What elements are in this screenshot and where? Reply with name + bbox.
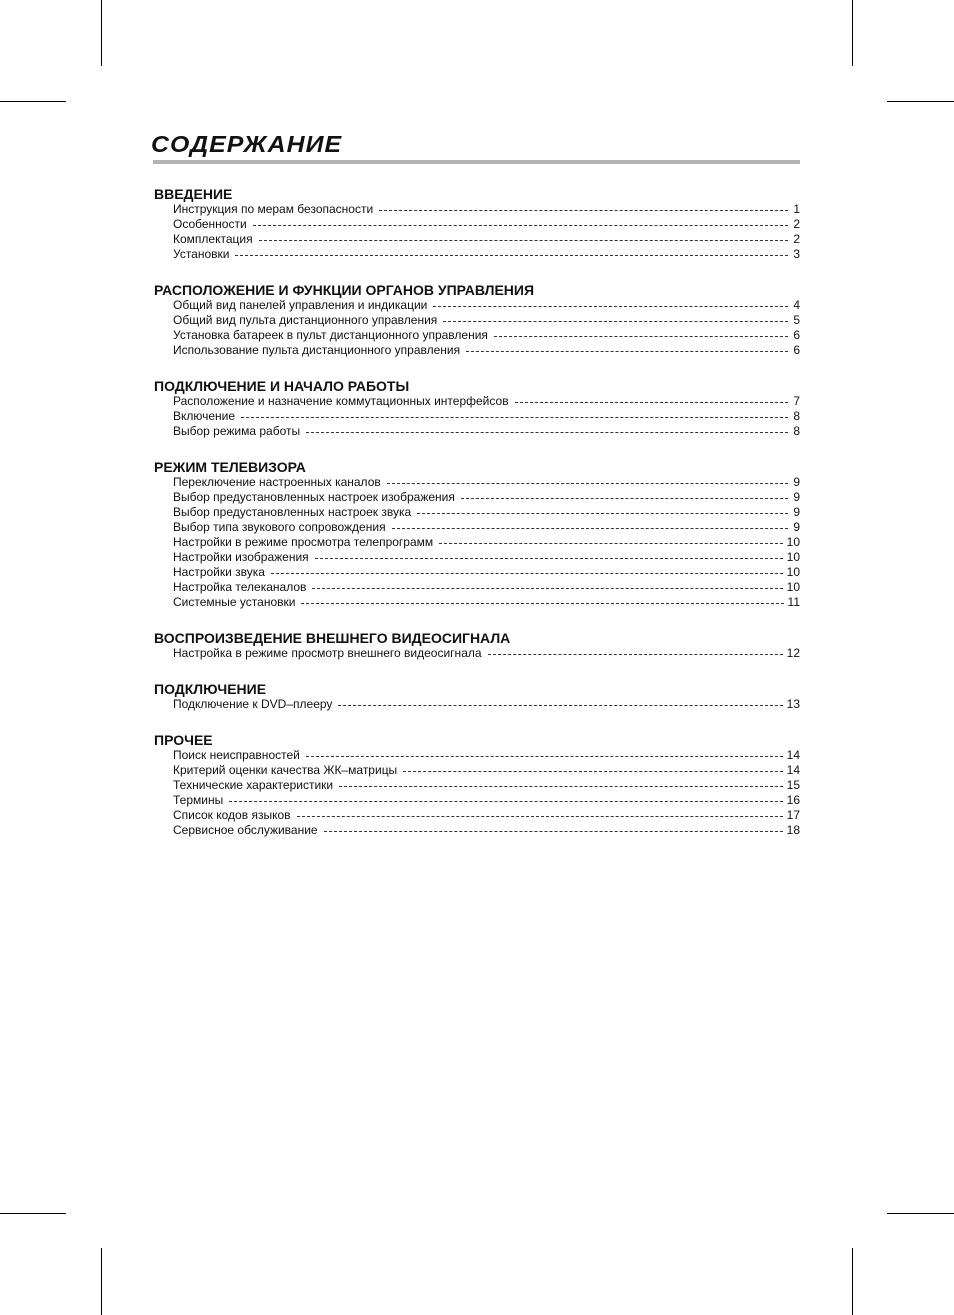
dotted-leader xyxy=(306,756,783,757)
dotted-leader xyxy=(297,816,783,817)
toc-entry xyxy=(173,550,800,565)
toc-entry-label: Настройки изображения xyxy=(173,550,309,564)
section-heading: ВОСПРОИЗВЕДЕНИЕ ВНЕШНЕГО ВИДЕОСИГНАЛА xyxy=(154,630,511,646)
dotted-leader xyxy=(443,321,788,322)
toc-entry-label: Общий вид пульта дистанционного управления xyxy=(173,313,438,327)
toc-entry-label: Сервисное обслуживание xyxy=(173,823,318,837)
dotted-leader xyxy=(515,402,788,403)
toc-entry-page-number: 16 xyxy=(786,793,800,807)
dotted-leader xyxy=(235,255,788,256)
page-title: СОДЕРЖАНИЕ xyxy=(151,131,343,157)
toc-section xyxy=(153,459,800,610)
dotted-leader xyxy=(253,225,788,226)
toc-entry-label: Настройки в режиме просмотра телепрограмм xyxy=(173,535,434,549)
dotted-leader xyxy=(403,771,782,772)
toc-entry xyxy=(173,763,800,778)
toc-entry-page-number: 12 xyxy=(786,646,800,660)
toc-entry-page-number: 10 xyxy=(786,550,800,564)
toc-entry xyxy=(173,565,800,580)
table-of-contents xyxy=(153,130,800,838)
toc-entry-page-number: 1 xyxy=(793,202,800,216)
toc-entry-label: Выбор режима работы xyxy=(173,424,301,438)
toc-entry-label: Технические характеристики xyxy=(173,778,334,792)
toc-entry xyxy=(173,580,800,595)
crop-mark-top-left-horizontal xyxy=(0,101,66,102)
toc-entry-page-number: 14 xyxy=(786,763,800,777)
toc-entry xyxy=(173,298,800,313)
toc-entry xyxy=(173,343,800,358)
section-heading: РАСПОЛОЖЕНИЕ И ФУНКЦИИ ОРГАНОВ УПРАВЛЕНИЯ xyxy=(154,282,535,298)
toc-entry xyxy=(173,520,800,535)
toc-section xyxy=(153,630,800,661)
dotted-leader xyxy=(339,786,783,787)
toc-entry xyxy=(173,778,800,793)
section-heading: ПОДКЛЮЧЕНИЕ И НАЧАЛО РАБОТЫ xyxy=(154,378,410,394)
toc-entry-page-number: 9 xyxy=(793,490,800,504)
dotted-leader xyxy=(466,351,788,352)
toc-entry-page-number: 18 xyxy=(786,823,800,837)
toc-entry-label: Особенности xyxy=(173,217,247,231)
toc-section xyxy=(153,732,800,838)
toc-entry-label: Общий вид панелей управления и индикации xyxy=(173,298,428,312)
toc-entry-page-number: 6 xyxy=(793,328,800,342)
toc-entry-page-number: 5 xyxy=(793,313,800,327)
toc-entry-label: Термины xyxy=(173,793,224,807)
toc-entry xyxy=(173,475,800,490)
toc-entry-label: Системные установки xyxy=(173,595,296,609)
toc-entry-page-number: 2 xyxy=(793,217,800,231)
toc-entry-label: Критерий оценки качества ЖК–матрицы xyxy=(173,763,398,777)
title-underline xyxy=(153,160,800,164)
toc-entry-page-number: 9 xyxy=(793,505,800,519)
toc-entry xyxy=(173,313,800,328)
toc-entry xyxy=(173,217,800,232)
toc-entry-page-number: 6 xyxy=(793,343,800,357)
toc-entry xyxy=(173,424,800,439)
toc-entry-page-number: 11 xyxy=(787,595,800,609)
toc-entry-label: Установки xyxy=(173,247,230,261)
dotted-leader xyxy=(271,573,783,574)
toc-entry-label: Установка батареек в пульт дистанционного управления xyxy=(173,328,488,342)
toc-entry xyxy=(173,505,800,520)
toc-entry-page-number: 8 xyxy=(793,424,800,438)
toc-entry xyxy=(173,535,800,550)
toc-section xyxy=(153,681,800,712)
toc-section xyxy=(153,378,800,439)
toc-entry xyxy=(173,697,800,712)
toc-entry-page-number: 2 xyxy=(793,232,800,246)
toc-entry xyxy=(173,646,800,661)
dotted-leader xyxy=(324,831,783,832)
dotted-leader xyxy=(461,498,788,499)
toc-entry-page-number: 7 xyxy=(793,394,800,408)
toc-entry xyxy=(173,247,800,262)
toc-entry-label: Выбор предустановленных настроек изображения xyxy=(173,490,455,504)
toc-entry-page-number: 3 xyxy=(793,247,800,261)
crop-mark-top-right-horizontal xyxy=(887,101,954,102)
dotted-leader xyxy=(306,432,788,433)
dotted-leader xyxy=(241,417,788,418)
toc-entry-label: Инструкция по мерам безопасности xyxy=(173,202,374,216)
toc-entry xyxy=(173,823,800,838)
toc-entry xyxy=(173,202,800,217)
toc-entry xyxy=(173,490,800,505)
dotted-leader xyxy=(315,558,783,559)
toc-entry-label: Настройка телеканалов xyxy=(173,580,307,594)
toc-section xyxy=(153,282,800,358)
toc-entry-label: Выбор типа звукового сопровождения xyxy=(173,520,386,534)
dotted-leader xyxy=(433,306,788,307)
toc-entry-page-number: 13 xyxy=(786,697,800,711)
toc-entry-label: Включение xyxy=(173,409,236,423)
toc-entry xyxy=(173,394,800,409)
toc-entry-label: Расположение и назначение коммутационных интерфейсов xyxy=(173,394,509,408)
section-heading: ПРОЧЕЕ xyxy=(154,732,213,748)
toc-entry-label: Настройки звука xyxy=(173,565,265,579)
toc-sections xyxy=(153,186,800,838)
toc-entry-page-number: 15 xyxy=(786,778,800,792)
toc-entry-page-number: 10 xyxy=(786,535,800,549)
dotted-leader xyxy=(439,543,782,544)
crop-mark-bottom-left-horizontal xyxy=(0,1213,66,1214)
dotted-leader xyxy=(494,336,788,337)
section-heading: ПОДКЛЮЧЕНИЕ xyxy=(154,681,267,697)
toc-entry xyxy=(173,748,800,763)
toc-entry-page-number: 17 xyxy=(786,808,800,822)
dotted-leader xyxy=(387,483,788,484)
toc-entry-page-number: 8 xyxy=(793,409,800,423)
toc-entry-page-number: 4 xyxy=(793,298,800,312)
toc-entry-page-number: 10 xyxy=(786,565,800,579)
toc-entry-page-number: 9 xyxy=(793,520,800,534)
dotted-leader xyxy=(312,588,782,589)
crop-mark-top-right-vertical xyxy=(852,0,853,66)
toc-entry xyxy=(173,793,800,808)
toc-entry-label: Подключение к DVD–плееру xyxy=(173,697,333,711)
crop-mark-bottom-left-vertical xyxy=(101,1248,102,1315)
section-heading: ВВЕДЕНИЕ xyxy=(154,186,233,202)
toc-entry-page-number: 9 xyxy=(793,475,800,489)
dotted-leader xyxy=(338,705,782,706)
toc-entry xyxy=(173,409,800,424)
toc-entry-label: Выбор предустановленных настроек звука xyxy=(173,505,412,519)
toc-entry-label: Комплектация xyxy=(173,232,253,246)
toc-entry-page-number: 10 xyxy=(786,580,800,594)
dotted-leader xyxy=(488,654,783,655)
dotted-leader xyxy=(379,210,788,211)
dotted-leader xyxy=(229,801,782,802)
dotted-leader xyxy=(301,603,783,604)
toc-entry xyxy=(173,328,800,343)
crop-mark-top-left-vertical xyxy=(101,0,102,66)
toc-entry xyxy=(173,808,800,823)
toc-entry-label: Поиск неисправностей xyxy=(173,748,300,762)
dotted-leader xyxy=(259,240,788,241)
toc-entry-label: Переключение настроенных каналов xyxy=(173,475,381,489)
toc-entry-page-number: 14 xyxy=(786,748,800,762)
toc-entry-label: Настройка в режиме просмотр внешнего видеосигнала xyxy=(173,646,482,660)
toc-entry-label: Использование пульта дистанционного управления xyxy=(173,343,461,357)
toc-section xyxy=(153,186,800,262)
toc-entry-label: Список кодов языков xyxy=(173,808,291,822)
toc-entry xyxy=(173,232,800,247)
toc-entry xyxy=(173,595,800,610)
section-heading: РЕЖИМ ТЕЛЕВИЗОРА xyxy=(154,459,306,475)
crop-mark-bottom-right-horizontal xyxy=(887,1213,954,1214)
dotted-leader xyxy=(417,513,788,514)
crop-mark-bottom-right-vertical xyxy=(852,1248,853,1315)
dotted-leader xyxy=(392,528,788,529)
